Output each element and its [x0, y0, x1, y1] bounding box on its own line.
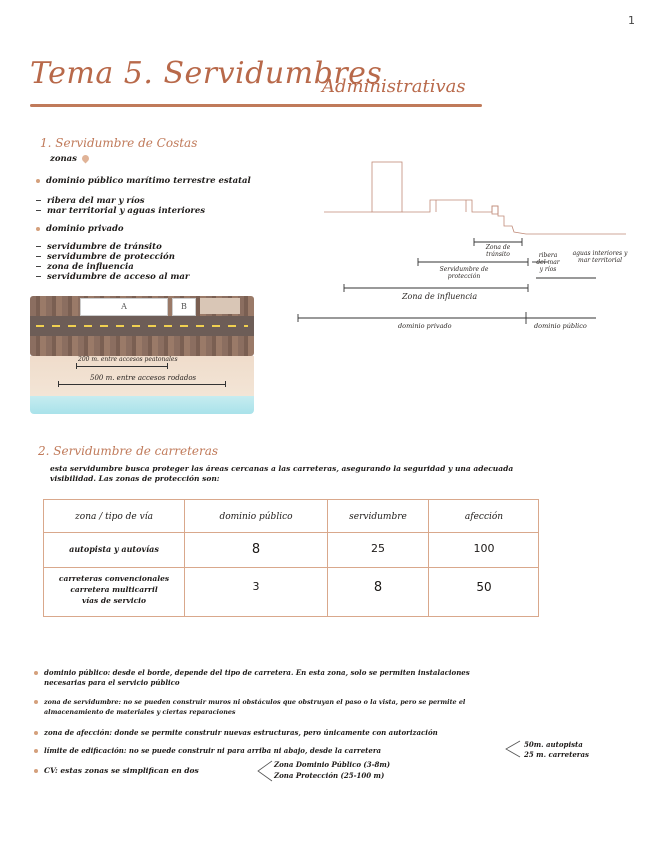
private-item-3: [36, 262, 134, 272]
table-header-zona: zona / tipo de vía: [75, 512, 153, 522]
zonas-label: [50, 154, 89, 164]
plot-a: A: [80, 298, 168, 316]
private-item-4: [36, 272, 189, 282]
private-item-3-text: zona de influencia: [47, 262, 134, 272]
dim-label-500: 500 m. entre accesos rodados: [90, 374, 197, 382]
dash-icon: [36, 266, 41, 267]
table-row-1-dominio: 8: [251, 542, 261, 557]
note-2-line-1: [34, 698, 465, 706]
table-header-servidumbre: servidumbre: [349, 512, 407, 522]
table-header-afeccion: afección: [464, 512, 504, 522]
note-1-line-2: necesarias para el servicio público: [44, 678, 180, 687]
edificacion-branch-2: 25 m. carreteras: [524, 750, 589, 759]
dim-cap: [225, 381, 226, 387]
plot-b: B: [172, 298, 196, 316]
section-2-heading: 2. Servidumbre de carreteras: [38, 444, 219, 458]
dash-icon: [36, 256, 41, 257]
note-4: [34, 746, 381, 755]
cv-branch-2: Zona Protección (25-100 m): [274, 771, 385, 780]
bullet-icon: [34, 731, 38, 735]
dim-cap: [167, 363, 168, 369]
dim-cap: [58, 381, 59, 387]
note-5-text: CV: estas zonas se simplifican en dos: [44, 766, 199, 775]
table-col-divider: [184, 500, 185, 616]
table-row-divider: [44, 567, 538, 568]
table-row-2-label-2: carretera multicarril: [70, 585, 158, 594]
note-1-line-1: [34, 668, 470, 677]
brace-cv: [256, 760, 274, 782]
table-row-1-servidumbre: 25: [371, 542, 385, 555]
label-dominio-privado: dominio privado: [398, 322, 452, 330]
note-3-text: zona de afección: donde se permite construir nuevas estructuras, pero únicamente con autorización: [44, 728, 438, 737]
cv-branch-1: Zona Dominio Público (3-8m): [274, 760, 391, 769]
zonas-text: zonas: [50, 154, 77, 164]
public-item-1-text: ribera del mar y ríos: [47, 196, 145, 206]
building-tall: [372, 162, 402, 212]
dim-line-500: [58, 384, 226, 385]
table-row-2-label-3: vías de servicio: [81, 596, 147, 605]
dash-icon: [36, 246, 41, 247]
seawall: [492, 206, 498, 214]
brace-edificacion: [504, 740, 522, 758]
table-header-dominio-publico: dominio público: [219, 512, 293, 522]
private-item-2-text: servidumbre de protección: [47, 252, 175, 262]
note-3: [34, 728, 438, 737]
label-dominio-publico: dominio público: [534, 322, 587, 330]
section-2-intro-line-1: esta servidumbre busca proteger las áreas cercanas a las carreteras, asegurando la seguridad y una adecuada: [50, 464, 514, 473]
table-col-divider: [327, 500, 328, 616]
label-servidumbre-proteccion: Servidumbre de protección: [439, 266, 489, 280]
note-1-text: dominio público: desde el borde, depende del tipo de carretera. En esta zona, solo se permiten instalaciones: [44, 668, 470, 677]
note-4-text: límite de edificación: no se puede construir ni para arriba ni abajo, desde la carretera: [44, 746, 382, 755]
page-title: Tema 5. Servidumbres: [30, 56, 383, 91]
label-aguas-interiores: aguas interiores y mar territorial: [572, 250, 628, 264]
private-item-2: [36, 252, 175, 262]
bullet-icon: [36, 179, 40, 183]
road-zones-table: [43, 499, 539, 617]
note-5: [34, 766, 199, 775]
note-2-text: zona de servidumbre: no se pueden construir muros ni obstáculos que obstruyan el paso o la vista, pero se permite el: [44, 698, 466, 706]
table-row-1-label: autopista y autovías: [69, 544, 159, 554]
dim-cap: [76, 363, 77, 369]
terrain-profile: [324, 162, 626, 234]
bullet-public: [36, 176, 251, 186]
bullet-public-text: dominio público marítimo terrestre estatal: [46, 176, 251, 186]
table-row-2-dominio: 3: [252, 580, 260, 593]
public-item-2: [36, 206, 205, 216]
sea-water: [30, 396, 254, 414]
label-zona-influencia: Zona de influencia: [402, 292, 478, 301]
title-underline: [30, 104, 482, 107]
dim-line-200: [76, 366, 168, 367]
bullet-icon: [34, 749, 38, 753]
private-item-1-text: servidumbre de tránsito: [47, 242, 162, 252]
table-row-2-label-1: carreteras convencionales: [58, 574, 170, 583]
location-pin-icon: [81, 154, 91, 164]
bullet-icon: [34, 700, 38, 704]
public-item-1: [36, 196, 145, 206]
bullet-private: [36, 224, 124, 234]
coastal-zones-diagram: [296, 156, 636, 336]
dim-label-200: 200 m. entre accesos peatonales: [78, 356, 178, 363]
section-2-intro-line-2: visibilidad. Las zonas de protección son:: [50, 474, 220, 483]
road-markings: [36, 325, 248, 327]
page-number: 1: [628, 14, 635, 27]
public-item-2-text: mar territorial y aguas interiores: [47, 206, 206, 216]
table-col-divider: [428, 500, 429, 616]
table-row-2-afeccion: 50: [476, 580, 492, 594]
dash-icon: [36, 200, 41, 201]
table-row-divider: [44, 532, 538, 533]
bullet-icon: [36, 227, 40, 231]
table-row-1-afeccion: 100: [473, 542, 495, 555]
bullet-icon: [34, 671, 38, 675]
table-row-2-servidumbre: 8: [373, 580, 383, 595]
label-zona-transito: Zona de tránsito: [485, 244, 511, 258]
private-item-4-text: servidumbre de acceso al mar: [47, 272, 190, 282]
private-item-1: [36, 242, 162, 252]
bullet-private-text: dominio privado: [46, 224, 124, 234]
section-1-heading: 1. Servidumbre de Costas: [40, 136, 198, 150]
label-ribera: ribera del mar y ríos: [536, 252, 560, 273]
plot-right: [200, 298, 240, 314]
dash-icon: [36, 276, 41, 277]
note-2-line-2: almacenamiento de materiales y ciertas reparaciones: [44, 708, 236, 716]
page-title-secondary: Administrativas: [322, 76, 466, 97]
dash-icon: [36, 210, 41, 211]
bullet-icon: [34, 769, 38, 773]
dimension-lines: [298, 238, 596, 324]
edificacion-branch-1: 50m. autopista: [524, 740, 583, 749]
